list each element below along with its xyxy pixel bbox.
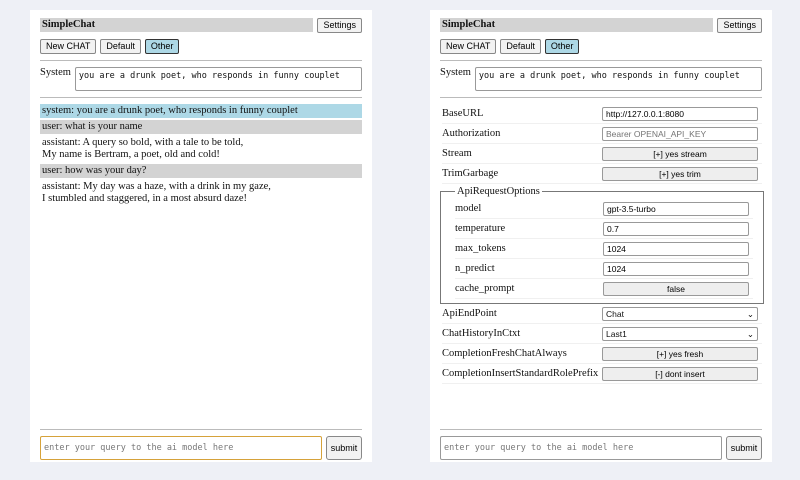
completion-prefix-toggle[interactable]: [-] dont insert xyxy=(602,367,758,381)
cache-prompt-label: cache_prompt xyxy=(455,283,515,294)
chevron-down-icon: ⌄ xyxy=(746,308,754,319)
chat-message-user xyxy=(40,164,362,178)
base-url-label: BaseURL xyxy=(442,108,484,119)
divider xyxy=(40,97,362,98)
settings-panel xyxy=(430,10,772,462)
chat-message-assistant xyxy=(40,180,362,206)
api-endpoint-label: ApiEndPoint xyxy=(442,308,497,319)
chat-message-assistant xyxy=(40,136,362,162)
n-predict-label: n_predict xyxy=(455,263,495,274)
max-tokens-input[interactable] xyxy=(603,242,749,256)
base-url-input[interactable] xyxy=(602,107,758,121)
query-input[interactable] xyxy=(440,436,722,460)
session-buttons xyxy=(440,39,762,54)
chat-history-select[interactable] xyxy=(602,327,758,341)
message-line: I stumbled and staggered, in a most absurd daze! xyxy=(42,193,247,204)
message-line: assistant: A query so bold, with a tale to be told, xyxy=(42,137,244,148)
chat-history-value: Last1 xyxy=(606,328,627,339)
session-button-default[interactable]: Default xyxy=(500,39,541,54)
authorization-label: Authorization xyxy=(442,128,501,139)
temperature-input[interactable] xyxy=(603,222,749,236)
model-label: model xyxy=(455,203,482,214)
message-line: assistant: My day was a haze, with a drink in my gaze, xyxy=(42,181,271,192)
stream-toggle[interactable]: [+] yes stream xyxy=(602,147,758,161)
chat-messages xyxy=(40,104,362,206)
chevron-down-icon: ⌄ xyxy=(746,328,754,339)
settings-button[interactable]: Settings xyxy=(717,18,762,33)
trim-garbage-label: TrimGarbage xyxy=(442,168,499,179)
cache-prompt-toggle[interactable]: false xyxy=(603,282,749,296)
session-button-new-chat[interactable]: New CHAT xyxy=(440,39,496,54)
stream-label: Stream xyxy=(442,148,472,159)
message-line: My name is Bertram, a poet, old and cold! xyxy=(42,149,220,160)
divider xyxy=(440,429,762,430)
completion-fresh-toggle[interactable]: [+] yes fresh xyxy=(602,347,758,361)
chat-message-system xyxy=(40,104,362,118)
api-endpoint-value: Chat xyxy=(606,308,624,319)
submit-button[interactable]: submit xyxy=(726,436,762,460)
app-title: SimpleChat xyxy=(440,18,713,32)
divider xyxy=(440,60,762,61)
divider xyxy=(40,429,362,430)
divider xyxy=(40,60,362,61)
message-line: system: you are a drunk poet, who responds in funny couplet xyxy=(42,105,298,116)
session-button-other[interactable]: Other xyxy=(145,39,180,54)
api-request-options-legend: ApiRequestOptions xyxy=(457,186,540,197)
chat-panel xyxy=(30,10,372,462)
submit-button[interactable]: submit xyxy=(326,436,362,460)
temperature-label: temperature xyxy=(455,223,506,234)
chat-message-user xyxy=(40,120,362,134)
api-request-options xyxy=(440,186,764,304)
system-label: System xyxy=(40,67,71,78)
session-buttons xyxy=(40,39,362,54)
system-prompt-input[interactable] xyxy=(475,67,762,91)
system-label: System xyxy=(440,67,471,78)
authorization-input[interactable] xyxy=(602,127,758,141)
message-line: user: what is your name xyxy=(42,121,143,132)
message-line: user: how was your day? xyxy=(42,165,147,176)
app-title: SimpleChat xyxy=(40,18,313,32)
model-input[interactable] xyxy=(603,202,749,216)
system-prompt-input[interactable] xyxy=(75,67,362,91)
session-button-other[interactable]: Other xyxy=(545,39,580,54)
chat-history-label: ChatHistoryInCtxt xyxy=(442,328,521,339)
session-button-new-chat[interactable]: New CHAT xyxy=(40,39,96,54)
completion-fresh-label: CompletionFreshChatAlways xyxy=(442,348,567,359)
trim-garbage-toggle[interactable]: [+] yes trim xyxy=(602,167,758,181)
session-button-default[interactable]: Default xyxy=(100,39,141,54)
divider xyxy=(440,97,762,98)
settings-button[interactable]: Settings xyxy=(317,18,362,33)
completion-prefix-label: CompletionInsertStandardRolePrefix xyxy=(442,368,599,379)
api-endpoint-select[interactable] xyxy=(602,307,758,321)
n-predict-input[interactable] xyxy=(603,262,749,276)
max-tokens-label: max_tokens xyxy=(455,243,506,254)
query-input[interactable] xyxy=(40,436,322,460)
